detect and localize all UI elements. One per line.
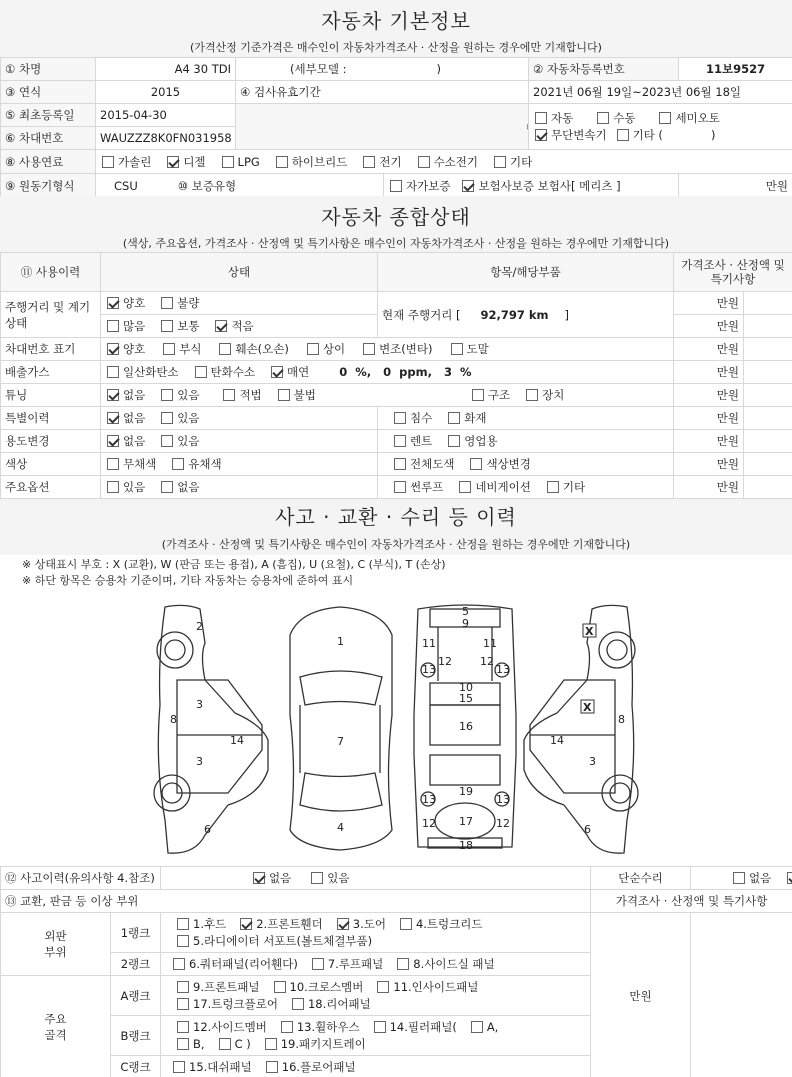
- checkbox[interactable]: [173, 1061, 185, 1073]
- mileage-item: [378, 292, 674, 338]
- checkbox-label: 12.사이드멤버: [193, 1019, 267, 1034]
- checkbox[interactable]: [547, 481, 559, 493]
- checkbox-label: 적법: [239, 388, 262, 402]
- warranty-label: ⑩ 보증유형: [177, 178, 237, 193]
- checkbox[interactable]: [374, 1021, 386, 1033]
- checkbox-label: 전체도색: [410, 457, 455, 471]
- checkbox[interactable]: [265, 1038, 277, 1050]
- svg-text:3: 3: [589, 755, 596, 768]
- status-title: 자동차 종합상태: [321, 205, 471, 229]
- checkbox-label: 2.프론트휀더: [256, 916, 323, 931]
- checkbox-label: 네비게이션: [475, 480, 531, 494]
- svg-text:7: 7: [337, 735, 344, 748]
- svg-text:8: 8: [170, 713, 177, 726]
- checkbox-label: 3.도어: [352, 916, 386, 931]
- checkbox-label: 기타 (: [632, 127, 663, 142]
- svg-text:11: 11: [422, 637, 436, 650]
- accident-table: [0, 866, 792, 1077]
- accident-title: 사고 · 교환 · 수리 등 이력: [275, 505, 517, 529]
- checkbox-label: 자동: [551, 110, 574, 125]
- special-items: [378, 407, 674, 430]
- checkbox-label: 하이브리드: [291, 154, 348, 169]
- car-name: A4 30 TDI: [96, 58, 236, 81]
- checkbox[interactable]: [472, 389, 484, 401]
- checkbox-label: 구조: [487, 388, 511, 402]
- checkbox-checked[interactable]: [535, 129, 547, 141]
- checkbox-label: 도말: [466, 342, 489, 356]
- checkbox[interactable]: [377, 981, 389, 993]
- reg-label: ② 자동차등록번호: [529, 58, 679, 81]
- tuning-label: 튜닝: [1, 384, 101, 407]
- checkbox-label: 무단변속기: [551, 127, 607, 142]
- checkbox-label: 유채색: [188, 457, 222, 471]
- emission-values: 0 %, 0 ppm, 3 %: [339, 365, 472, 379]
- checkbox[interactable]: [394, 412, 406, 424]
- checkbox-label: 렌트: [410, 434, 433, 448]
- checkbox-label: 19.패키지트레이: [280, 1036, 366, 1051]
- svg-text:13: 13: [422, 663, 436, 676]
- svg-text:17: 17: [459, 815, 473, 828]
- mileage-state-a: [101, 292, 378, 315]
- basic-title: 자동차 기본정보: [321, 9, 471, 33]
- checkbox-label: 가솔린: [118, 154, 152, 169]
- checkbox-label: LPG: [237, 154, 260, 169]
- checkbox[interactable]: [177, 935, 189, 947]
- car-left-windows: [177, 680, 262, 793]
- checkbox-label: 침수: [410, 411, 433, 425]
- x-mark-door: X: [583, 701, 592, 714]
- rank-b: B랭크: [111, 1016, 161, 1056]
- checkbox-label: 훼손(오손): [235, 342, 289, 356]
- svg-text:6: 6: [204, 823, 211, 836]
- checkbox[interactable]: [195, 366, 207, 378]
- checkbox-label: 매연: [286, 365, 310, 379]
- checkbox-label: 부식: [179, 342, 202, 356]
- reg-number: 11보9527: [679, 58, 792, 81]
- accident-legend: [0, 557, 792, 589]
- name-label: ① 차명: [1, 58, 96, 81]
- year-value: 2015: [96, 81, 236, 104]
- checkbox-checked[interactable]: [215, 320, 227, 332]
- checkbox[interactable]: [400, 918, 412, 930]
- checkbox[interactable]: [312, 958, 324, 970]
- engine-value: CSU: [114, 178, 138, 193]
- checkbox-label: 보험사보증 보험사[ 메리츠 ]: [478, 178, 621, 193]
- unit: 만원: [674, 407, 744, 430]
- checkbox-label: 9.프론트패널: [193, 979, 260, 994]
- checkbox[interactable]: [276, 156, 288, 168]
- checkbox-label: 8.사이드실 패널: [413, 957, 495, 971]
- checkbox[interactable]: [526, 389, 538, 401]
- vin-label: ⑥ 차대번호: [1, 127, 96, 150]
- color-options: [101, 453, 378, 476]
- legend-symbols: ※ 상태표시 부호 : X (교환), W (판금 또는 용접), A (흠집), U (요철), C (부식), T (손상): [22, 558, 446, 571]
- checkbox[interactable]: [363, 156, 375, 168]
- checkbox-label: 14.필러패널(: [389, 1019, 457, 1034]
- checkbox-label: 무채색: [123, 457, 157, 471]
- svg-text:5: 5: [462, 605, 469, 618]
- accident-note: (가격조사 · 산정액 및 특기사항은 매수인이 자동차가격조사 · 산정을 원하는 경우에만 기재합니다): [161, 538, 631, 551]
- tuning-legal: [221, 388, 329, 402]
- vin-mark-options: [101, 338, 674, 361]
- checkbox[interactable]: [177, 1021, 189, 1033]
- checkbox-label: A,: [486, 1019, 499, 1034]
- checkbox-label: 4.트렁크리드: [415, 916, 483, 931]
- checkbox[interactable]: [733, 872, 745, 884]
- mileage-label: 주행거리 및 계기상태: [1, 292, 101, 338]
- tuning-type: [470, 388, 578, 402]
- rank-2: 2랭크: [111, 953, 161, 976]
- checkbox[interactable]: [177, 998, 189, 1010]
- checkbox[interactable]: [223, 389, 235, 401]
- checkbox[interactable]: [266, 1061, 278, 1073]
- checkbox[interactable]: [494, 156, 506, 168]
- car-left-wheel-front: [157, 632, 193, 668]
- svg-text:10: 10: [459, 681, 473, 694]
- checkbox-label: 1.후드: [193, 916, 227, 931]
- checkbox[interactable]: [161, 320, 173, 332]
- checkbox-label: 적음: [231, 319, 254, 333]
- emission-options: [105, 365, 323, 379]
- svg-text:12: 12: [438, 655, 452, 668]
- checkbox-checked[interactable]: [107, 297, 119, 309]
- car-top-rear-window: [300, 773, 382, 811]
- checkbox[interactable]: [397, 958, 409, 970]
- checkbox-checked[interactable]: [462, 180, 474, 192]
- checkbox[interactable]: [448, 412, 460, 424]
- price-unit: 만원: [679, 174, 792, 198]
- car-right-body: [524, 605, 634, 853]
- checkbox-label: 없음: [749, 871, 772, 885]
- checkbox-label: 없음: [123, 411, 146, 425]
- checkbox-checked[interactable]: [107, 389, 119, 401]
- checkbox-label: 화재: [464, 411, 487, 425]
- engine-cell: [96, 174, 384, 198]
- mileage-close: ]: [564, 307, 569, 322]
- checkbox[interactable]: [617, 129, 629, 141]
- unit: 만원: [674, 315, 744, 338]
- checkbox[interactable]: [390, 180, 402, 192]
- checkbox[interactable]: [161, 481, 173, 493]
- vin-mark-label: 차대번호 표기: [1, 338, 101, 361]
- checkbox-checked[interactable]: [271, 366, 283, 378]
- col-price: 가격조사 · 산정액 및 특기사항: [674, 253, 792, 292]
- checkbox-label: 13.휠하우스: [296, 1019, 360, 1034]
- unit: 만원: [674, 361, 744, 384]
- checkbox[interactable]: [102, 156, 114, 168]
- checkbox[interactable]: [161, 412, 173, 424]
- usage-options: [101, 430, 378, 453]
- checkbox-checked[interactable]: [167, 156, 179, 168]
- unit: 만원: [674, 292, 744, 315]
- unit: 만원: [674, 384, 744, 407]
- checkbox-label: 썬루프: [410, 480, 444, 494]
- history-options: [161, 867, 591, 890]
- basic-table: [0, 57, 792, 198]
- year-label: ③ 연식: [1, 81, 96, 104]
- basic-note: (가격산정 기준가격은 매수인이 자동차가격조사 · 산정을 원하는 경우에만 기재합니다): [190, 41, 602, 54]
- unit: 만원: [674, 453, 744, 476]
- special-label: 특별이력: [1, 407, 101, 430]
- checkbox[interactable]: [219, 343, 231, 355]
- checkbox-label: 수소전기: [433, 154, 479, 169]
- checkbox[interactable]: [177, 918, 189, 930]
- checkbox-label: 디젤: [183, 154, 206, 169]
- repair-options: [691, 867, 792, 890]
- option-items: [378, 476, 674, 499]
- trans-close: ): [710, 127, 716, 142]
- checkbox-checked[interactable]: [253, 872, 265, 884]
- col-state: 상태: [101, 253, 378, 292]
- checkbox-label: 영업용: [464, 434, 498, 448]
- parts-price-label: 가격조사 · 산정액 및 특기사항: [591, 890, 792, 913]
- first-reg-value: 2015-04-30: [96, 104, 236, 127]
- checkbox-label: 많음: [123, 319, 146, 333]
- checkbox-checked[interactable]: [107, 435, 119, 447]
- checkbox-label: 장치: [542, 388, 565, 402]
- fuel-label: ⑧ 사용연료: [1, 150, 96, 174]
- accident-header: [0, 499, 792, 555]
- checkbox[interactable]: [281, 1021, 293, 1033]
- checkbox-label: 일산화탄소: [123, 365, 179, 379]
- checkbox-label: 있음: [177, 388, 200, 402]
- emission-label: 배출가스: [1, 361, 101, 384]
- checkbox-label: 없음: [177, 480, 200, 494]
- mileage-state-b: [101, 315, 378, 338]
- checkbox-checked[interactable]: [107, 412, 119, 424]
- special-options: [101, 407, 378, 430]
- warranty-options: [384, 174, 679, 198]
- usage-label: 용도변경: [1, 430, 101, 453]
- checkbox[interactable]: [292, 998, 304, 1010]
- checkbox-label: 5.라디에이터 서포트(볼트체결부품): [193, 933, 373, 948]
- checkbox-label: 없음: [123, 388, 146, 402]
- status-note: (색상, 주요옵션, 가격조사 · 산정액 및 특기사항은 매수인이 자동차가격조사 · 산정을 원하는 경우에만 기재합니다): [122, 237, 670, 250]
- checkbox[interactable]: [107, 320, 119, 332]
- main-frame-label: 주요 골격: [1, 976, 111, 1077]
- unit: 만원: [674, 430, 744, 453]
- trans-options: [529, 104, 792, 150]
- legend-note: ※ 하단 항목은 승용차 기준이며, 기타 자동차는 승용차에 준하여 표시: [22, 574, 354, 587]
- checkbox-label: 없음: [269, 871, 292, 885]
- checkbox-checked[interactable]: [240, 918, 252, 930]
- checkbox[interactable]: [161, 435, 173, 447]
- checkbox[interactable]: [222, 156, 234, 168]
- svg-text:12: 12: [496, 817, 510, 830]
- svg-text:13: 13: [422, 793, 436, 806]
- car-right-wheel-front: [599, 632, 635, 668]
- checkbox[interactable]: [172, 458, 184, 470]
- checkbox[interactable]: [163, 343, 175, 355]
- svg-text:8: 8: [618, 713, 625, 726]
- insp-value: 2021년 06월 19일~2023년 06월 18일: [529, 81, 792, 104]
- frame-floor: [430, 755, 500, 785]
- checkbox-label: 변조(변타): [379, 342, 433, 356]
- checkbox[interactable]: [535, 112, 547, 124]
- mileage-text: 현재 주행거리 [: [382, 307, 461, 322]
- checkbox[interactable]: [161, 297, 173, 309]
- checkbox-checked[interactable]: [107, 343, 119, 355]
- checkbox-label: 자가보증: [406, 178, 451, 193]
- checkbox-label: 없음: [123, 434, 146, 448]
- col-use: ⑪ 사용이력: [1, 253, 101, 292]
- checkbox-label: 15.대쉬패널: [189, 1060, 252, 1074]
- checkbox[interactable]: [173, 958, 185, 970]
- col-item: 항목/해당부품: [378, 253, 674, 292]
- svg-text:12: 12: [422, 817, 436, 830]
- insp-label: ④ 검사유효기간: [236, 81, 529, 104]
- checkbox[interactable]: [278, 389, 290, 401]
- car-top-windshield: [300, 671, 382, 705]
- checkbox-checked[interactable]: [787, 872, 792, 884]
- checkbox[interactable]: [311, 872, 323, 884]
- svg-text:2: 2: [196, 620, 203, 633]
- basic-header: [0, 0, 792, 57]
- checkbox[interactable]: [470, 458, 482, 470]
- checkbox[interactable]: [307, 343, 319, 355]
- checkbox[interactable]: [219, 1038, 231, 1050]
- mileage-value: 92,797 km: [480, 307, 549, 322]
- checkbox[interactable]: [659, 112, 671, 124]
- svg-text:3: 3: [196, 698, 203, 711]
- checkbox-label: 탄화수소: [210, 365, 255, 379]
- checkbox-label: 양호: [123, 296, 146, 310]
- first-reg-label: ⑤ 최초등록일: [1, 104, 96, 127]
- checkbox[interactable]: [363, 343, 375, 355]
- vin-value: WAUZZZ8K0FN031958: [96, 127, 236, 150]
- x-mark-front: X: [585, 625, 594, 638]
- svg-text:1: 1: [337, 635, 344, 648]
- checkbox[interactable]: [177, 981, 189, 993]
- checkbox-label: 보통: [177, 319, 200, 333]
- checkbox-label: 전기: [379, 154, 402, 169]
- checkbox[interactable]: [177, 1038, 189, 1050]
- color-label: 색상: [1, 453, 101, 476]
- trans-label-cell: [236, 104, 529, 150]
- repair-label: 단순수리: [591, 867, 691, 890]
- checkbox-label: 수동: [613, 110, 636, 125]
- checkbox[interactable]: [107, 458, 119, 470]
- svg-text:4: 4: [337, 821, 344, 834]
- checkbox-label: 있음: [177, 411, 200, 425]
- svg-text:16: 16: [459, 720, 473, 733]
- svg-text:9: 9: [462, 617, 469, 630]
- svg-text:6: 6: [584, 823, 591, 836]
- checkbox[interactable]: [394, 481, 406, 493]
- detail-model: (세부모델 :: [290, 62, 347, 76]
- parts-label: ⑬ 교환, 판금 등 이상 부위: [1, 890, 591, 913]
- car-left-body: [158, 605, 268, 853]
- usage-items: [378, 430, 674, 453]
- checkbox[interactable]: [418, 156, 430, 168]
- rank-c: C랭크: [111, 1056, 161, 1077]
- checkbox-label: 기타: [562, 480, 586, 494]
- checkbox-label: 6.쿼터패널(리어휀다): [189, 957, 298, 971]
- svg-text:13: 13: [496, 663, 510, 676]
- svg-text:13: 13: [496, 793, 510, 806]
- svg-text:14: 14: [230, 734, 244, 747]
- checkbox-label: 16.플로어패널: [281, 1060, 356, 1074]
- color-items: [378, 453, 674, 476]
- checkbox-label: 있음: [123, 480, 146, 494]
- svg-text:3: 3: [196, 755, 203, 768]
- history-label: ⑫ 사고이력(유의사항 4.참조): [1, 867, 161, 890]
- option-options: [101, 476, 378, 499]
- checkbox[interactable]: [107, 366, 119, 378]
- checkbox-label: 불량: [177, 296, 200, 310]
- unit: 만원: [674, 338, 744, 361]
- car-right-windows: [530, 680, 615, 793]
- tuning-options: [105, 388, 213, 402]
- checkbox[interactable]: [597, 112, 609, 124]
- checkbox-label: 기타: [510, 154, 533, 169]
- rank-1: 1랭크: [111, 913, 161, 953]
- checkbox-label: 17.트렁크플로어: [193, 996, 278, 1011]
- checkbox-label: 7.루프패널: [327, 957, 384, 971]
- option-label: 주요옵션: [1, 476, 101, 499]
- checkbox-label: 양호: [123, 342, 146, 356]
- svg-text:14: 14: [550, 734, 564, 747]
- parts-unit: 만원: [591, 913, 691, 1077]
- checkbox-label: 세미오토: [675, 110, 720, 125]
- svg-text:18: 18: [459, 839, 473, 852]
- checkbox-label: C ): [234, 1036, 251, 1051]
- checkbox[interactable]: [274, 981, 286, 993]
- status-table: [0, 252, 792, 499]
- checkbox[interactable]: [451, 343, 463, 355]
- svg-text:19: 19: [459, 785, 473, 798]
- checkbox-label: B,: [193, 1036, 205, 1051]
- svg-text:12: 12: [480, 655, 494, 668]
- checkbox[interactable]: [459, 481, 471, 493]
- engine-label: ⑨ 원동기형식: [1, 174, 96, 198]
- checkbox-label: 11.인사이드패널: [393, 979, 479, 994]
- checkbox-label: 10.크로스멤버: [289, 979, 364, 994]
- checkbox[interactable]: [448, 435, 460, 447]
- unit: 만원: [674, 476, 744, 499]
- svg-text:11: 11: [483, 637, 497, 650]
- checkbox[interactable]: [394, 435, 406, 447]
- detail-close: ): [436, 62, 441, 76]
- checkbox[interactable]: [394, 458, 406, 470]
- svg-text:15: 15: [459, 692, 473, 705]
- rank-a: A랭크: [111, 976, 161, 1016]
- checkbox-label: 상이: [322, 342, 346, 356]
- car-diagram: [0, 595, 792, 865]
- checkbox[interactable]: [107, 481, 119, 493]
- fuel-options: [96, 150, 792, 174]
- checkbox[interactable]: [161, 389, 173, 401]
- checkbox-label: 18.리어패널: [307, 996, 371, 1011]
- checkbox-label: 불법: [293, 388, 316, 402]
- checkbox-label: 있음: [327, 871, 350, 885]
- checkbox[interactable]: [471, 1021, 483, 1033]
- outer-label: 외판 부위: [1, 913, 111, 976]
- status-header: [0, 196, 792, 252]
- checkbox-label: 색상변경: [486, 457, 531, 471]
- checkbox-checked[interactable]: [337, 918, 349, 930]
- checkbox-label: 있음: [177, 434, 200, 448]
